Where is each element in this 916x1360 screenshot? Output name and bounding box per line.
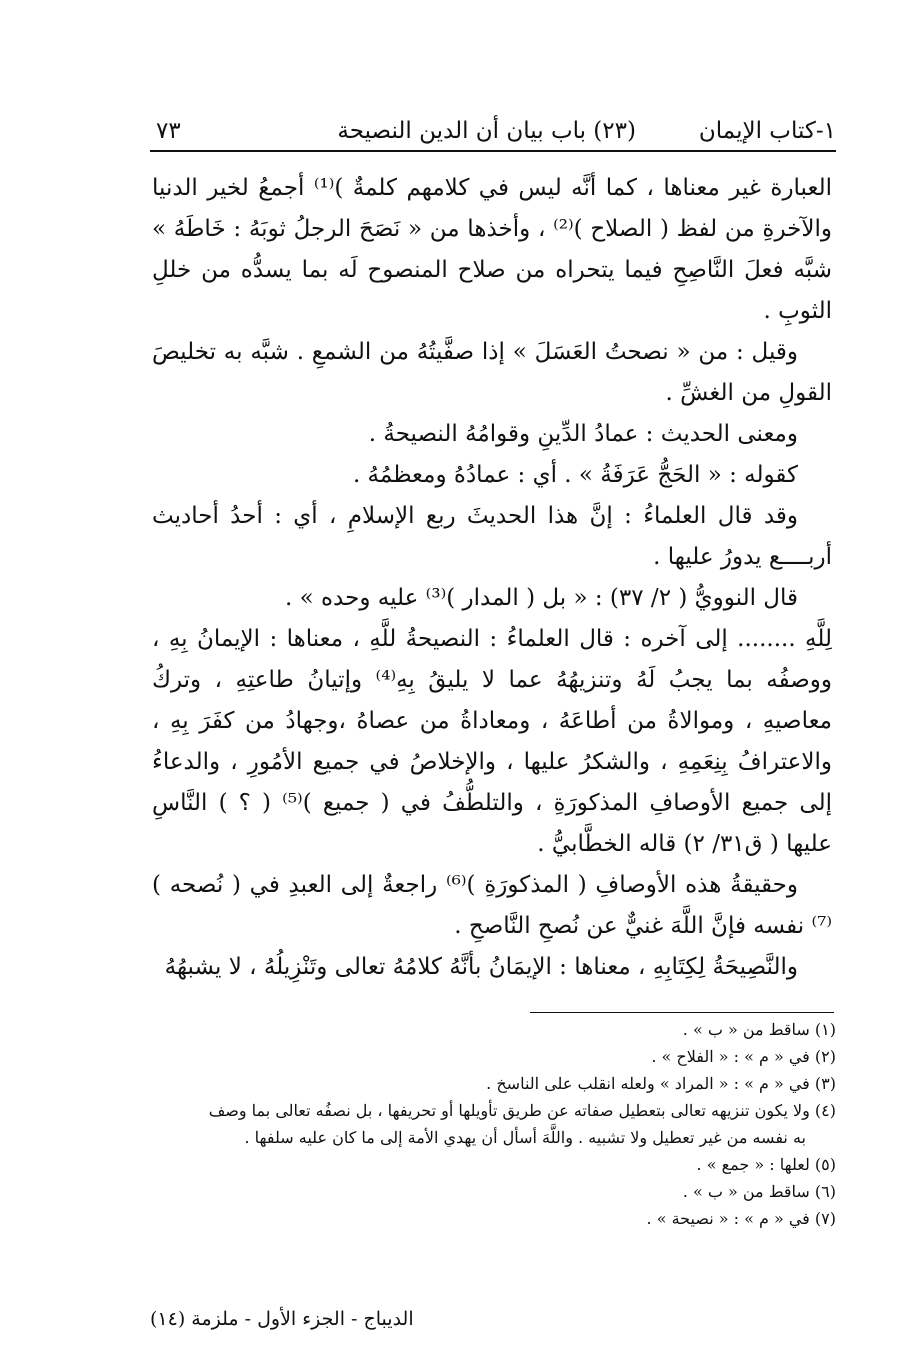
footnotes bbox=[160, 1016, 836, 1232]
body-paragraph-5: وقد قال العلماءُ : إنَّ هذا الحديثَ ربع الإسلامِ ، أي : أحدُ أحاديث أربــــع يدورُ عليها . bbox=[152, 503, 832, 570]
body-paragraph-6: قال النوويُّ ( ٢/ ٣٧) : « بل ( المدار )⁽³⁾ عليه وحده » . bbox=[284, 585, 798, 611]
footnote-5: (٥) لعلها : « جمع » . bbox=[696, 1155, 836, 1174]
footnote-7: (٧) في « م » : « نصيحة » . bbox=[646, 1209, 836, 1228]
header-rule bbox=[150, 150, 836, 152]
running-header bbox=[150, 112, 836, 150]
page-number: ٧٣ bbox=[156, 118, 181, 144]
footnote-2: (٢) في « م » : « الفلاح » . bbox=[651, 1047, 836, 1066]
footnote-4: (٤) ولا يكون تنزيهه تعالى بتعطيل صفاته عن طريق تأويلها أو تحريفها ، بل نصفُه تعالى بما وصف bbox=[208, 1101, 836, 1120]
body-paragraph-1: العبارة غير معناها ، كما أنَّه ليس في كلامهم كلمةٌ )⁽¹⁾ أجمعُ لخير الدنيا والآخرةِ من لفظ ( الصلاح )⁽²⁾ ، وأخذها من « نَصَحَ الرجلُ ثوبَهُ : خَاطَهُ » شبَّه فعلَ النَّاصِحِ فيما يتحراه من صلاح المنصوح لَه بما يسدُّه من خللِ الثوبِ . bbox=[152, 175, 832, 324]
body-paragraph-9: والنَّصِيحَةُ لِكِتَابِهِ ، معناها : الإيمَانُ بأنَّهُ كلامُهُ تعالى وتَنْزِيلُهُ ، لا يشبهُهُ bbox=[164, 954, 798, 980]
body-paragraph-3: ومعنى الحديث : عمادُ الدِّينِ وقوامُهُ النصيحةُ . bbox=[368, 421, 798, 447]
section-title: (٢٣) باب بيان أن الدين النصيحة bbox=[337, 118, 636, 144]
body-paragraph-2: وقيل : من « نصحتُ العَسَلَ » إذا صفَّيتُهُ من الشمعِ . شبَّه به تخليصَ القولِ من الغشِّ . bbox=[152, 339, 832, 406]
footnote-6: (٦) ساقط من « ب » . bbox=[682, 1182, 836, 1201]
footnote-4-continuation: به نفسه من غير تعطيل ولا تشبيه . واللَّهَ أسأل أن يهدي الأمة إلى ما كان عليه سلفها . bbox=[244, 1128, 806, 1147]
body-paragraph-8: وحقيقةُ هذه الأوصافِ ( المذكورَةِ )⁽⁶⁾ راجعةٌ إلى العبدِ في ( نُصحه )⁽⁷⁾ نفسه فإنَّ اللَّهَ غنيٌّ عن نُصحِ النَّاصحِ . bbox=[152, 872, 832, 939]
main-text bbox=[152, 168, 832, 988]
book-title: ١-كتاب الإيمان bbox=[698, 118, 836, 144]
printer-signature: الديباج - الجزء الأول - ملزمة (١٤) bbox=[150, 1308, 414, 1330]
body-paragraph-7: لِلَّهِ ........ إلى آخره : قال العلماءُ : النصيحةُ للَّهِ ، معناها : الإيمانُ بِهِ ، ووصفُه بما يجبُ لَهُ وتنزيهُهُ عما لا يليقُ بِهِ⁽⁴⁾ وإتيانُ طاعتِهِ ، وتركُ معاصيهِ ، وموالاةُ من أطاعَهُ ، ومعاداةُ من عصاهُ ،وجهادُ من كفَرَ بِهِ ، والاعترافُ بِنِعَمِهِ ، والشكرُ عليها ، والإخلاصُ في جميع الأمُورِ ، والدعاءُ إلى جميع الأوصافِ المذكورَةِ ، والتلطُّفُ في ( جميع )⁽⁵⁾ ( ؟ ) النَّاسِ عليها ( ق٣١/ ٢) قاله الخطَّابيُّ . bbox=[152, 626, 832, 857]
body-paragraph-4: كقوله : « الحَجُّ عَرَفَةُ » . أي : عمادُهُ ومعظمُهُ . bbox=[352, 462, 798, 488]
footnote-rule bbox=[530, 1012, 834, 1013]
footnote-1: (١) ساقط من « ب » . bbox=[682, 1020, 836, 1039]
footnote-3: (٣) في « م » : « المراد » ولعله انقلب على الناسخ . bbox=[486, 1074, 836, 1093]
